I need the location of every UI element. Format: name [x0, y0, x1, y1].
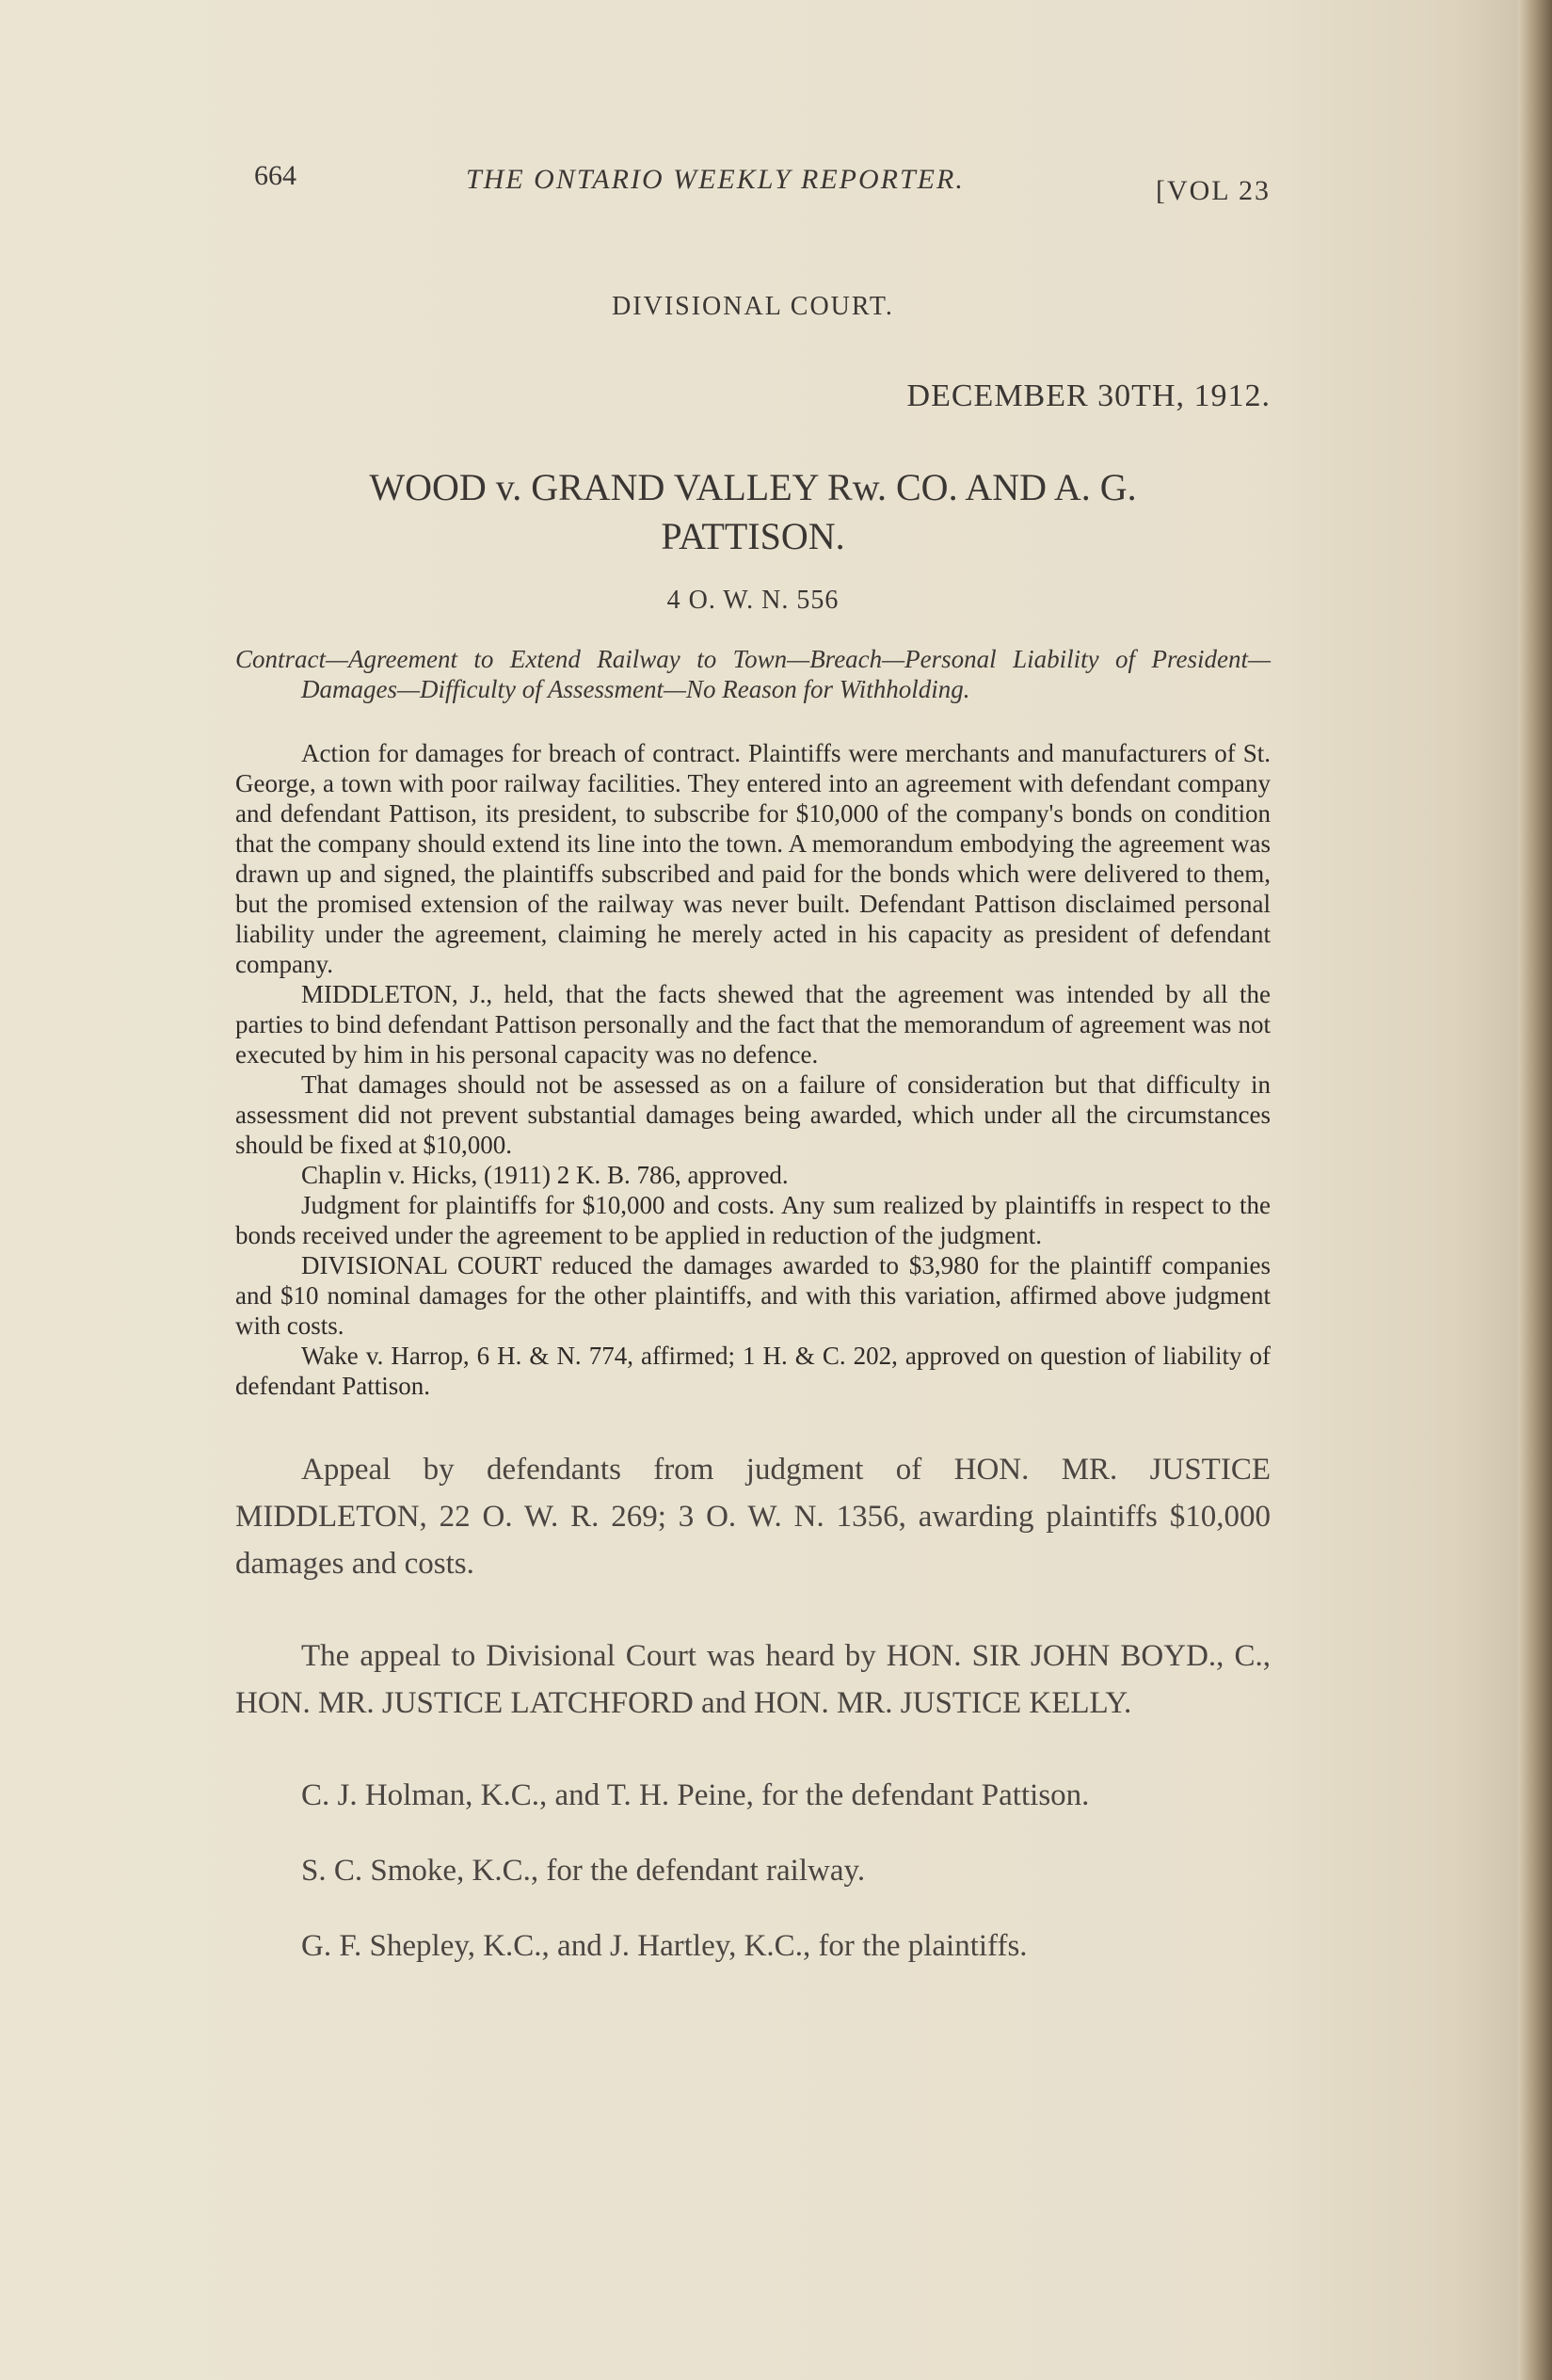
body-text — [235, 1446, 1271, 1970]
running-header — [235, 151, 1271, 217]
body-paragraph: C. J. Holman, K.C., and T. H. Peine, for the defendant Pattison. — [301, 1778, 1090, 1812]
case-title: WOOD v. GRAND VALLEY Rw. CO. AND A. G. PATTISON. — [369, 466, 1137, 557]
page-content — [235, 151, 1271, 1998]
summary-paragraph: MIDDLETON, J., held, that the facts shewed that the agreement was intended by all the parties to bind defendant Pattison personally and the fact that the memorandum of agreement was not executed by him in his personal capacity was no defence. — [235, 980, 1271, 1069]
case-citation: 4 O. W. N. 556 — [666, 586, 840, 615]
volume-label: [VOL 23 — [1155, 175, 1271, 206]
court-name: DIVISIONAL COURT. — [612, 292, 894, 321]
summary-paragraph: Action for damages for breach of contract. Plaintiffs were merchants and manufacturers of St. George, a town with poor railway facilities. They entered into an agreement with defendant company and defendant Pattison, its president, to subscribe for $10,000 of the company's bonds on condition that the company should extend its line into the town. A memorandum embodying the agreement was drawn up and signed, the plaintiffs subscribed and paid for the bonds which were delivered to them, but the promised extension of the railway was never built. Defendant Pattison disclaimed personal liability under the agreement, claiming he merely acted in his capacity as president of defendant company. — [235, 739, 1271, 978]
page-number: 664 — [254, 160, 296, 191]
decision-date: DECEMBER 30TH, 1912. — [906, 378, 1271, 413]
body-paragraph: Appeal by defendants from judgment of HON. MR. JUSTICE MIDDLETON, 22 O. W. R. 269; 3 O. W. N. 1356, awarding plaintiffs $10,000 damages and costs. — [235, 1453, 1271, 1581]
headnote: Contract—Agreement to Extend Railway to Town—Breach—Personal Liability of President—Damages—Difficulty of Assessment—No Reason for Withholding. — [235, 645, 1271, 703]
body-paragraph: G. F. Shepley, K.C., and J. Hartley, K.C., for the plaintiffs. — [301, 1929, 1028, 1963]
body-paragraph: The appeal to Divisional Court was heard by HON. SIR JOHN BOYD., C., HON. MR. JUSTICE LATCHFORD and HON. MR. JUSTICE KELLY. — [235, 1639, 1271, 1720]
summary-paragraph: Chaplin v. Hicks, (1911) 2 K. B. 786, approved. — [301, 1161, 789, 1189]
book-spine-shadow — [1518, 0, 1552, 2380]
summary-paragraph: Judgment for plaintiffs for $10,000 and costs. Any sum realized by plaintiffs in respect to the bonds received under the agreement to be applied in reduction of the judgment. — [235, 1191, 1271, 1249]
summary-paragraph: DIVISIONAL COURT reduced the damages awarded to $3,980 for the plaintiff companies and $10 nominal damages for the other plaintiffs, and with this variation, affirmed above judgment with costs. — [235, 1251, 1271, 1340]
journal-title: THE ONTARIO WEEKLY REPORTER. — [466, 164, 965, 195]
body-paragraph: S. C. Smoke, K.C., for the defendant railway. — [301, 1854, 866, 1888]
summary-paragraph: Wake v. Harrop, 6 H. & N. 774, affirmed; 1 H. & C. 202, approved on question of liability of defendant Pattison. — [235, 1342, 1271, 1400]
case-summary — [235, 738, 1271, 1401]
summary-paragraph: That damages should not be assessed as on a failure of consideration but that difficulty in assessment did not prevent substantial damages being awarded, which under all the circumstances should be fixed at $10,000. — [235, 1070, 1271, 1159]
